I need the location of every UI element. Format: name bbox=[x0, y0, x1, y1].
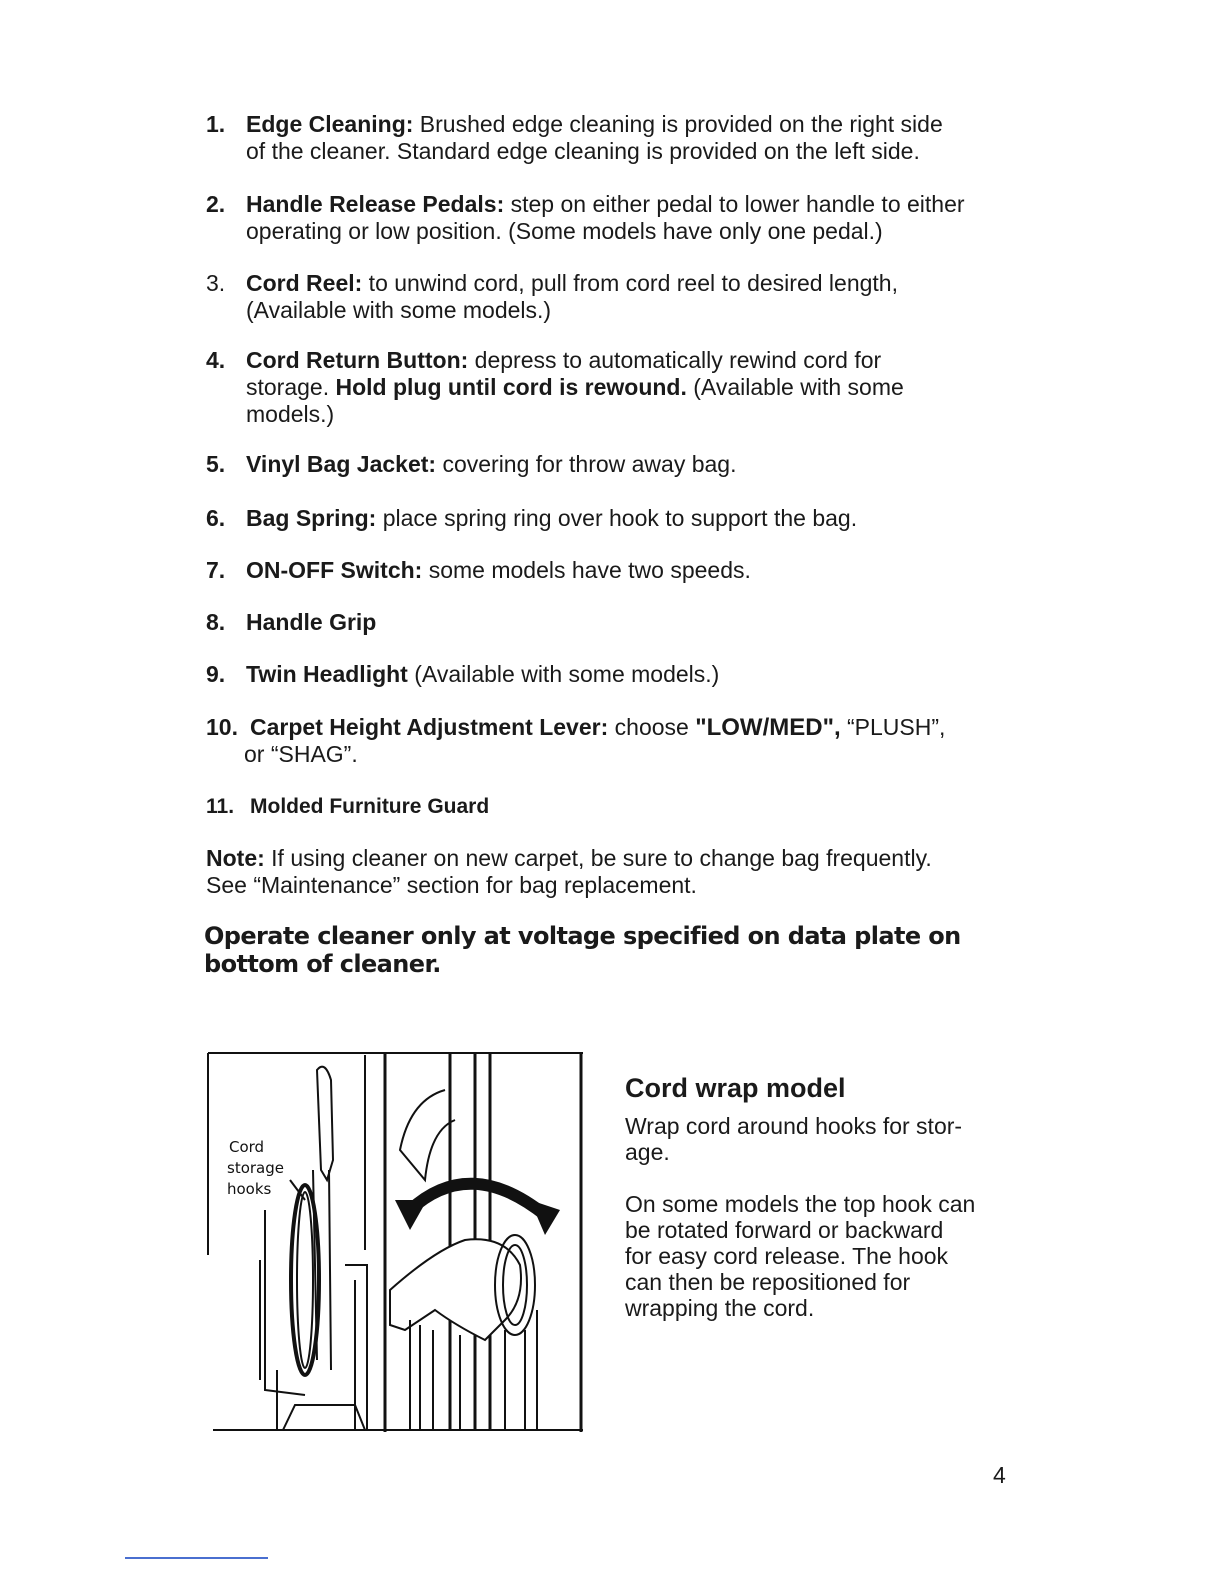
item-term: Handle Release Pedals: bbox=[246, 191, 505, 217]
figure-label-line3: hooks bbox=[227, 1180, 272, 1198]
note-text-2: See “Maintenance” section for bag replacement. bbox=[206, 872, 697, 898]
list-item-bag-spring bbox=[206, 505, 1026, 532]
item-number: 9. bbox=[206, 661, 226, 687]
cord-wrap-para1-line2: age. bbox=[625, 1139, 670, 1165]
item-term: Cord Return Button: bbox=[246, 347, 469, 373]
list-item-cord-return-button bbox=[206, 347, 1026, 428]
item-text: Brushed edge cleaning is provided on the right side bbox=[413, 111, 943, 137]
item-text-cont-b: (Available with some bbox=[686, 374, 904, 400]
item-number: 8. bbox=[206, 609, 226, 635]
voltage-warning: Operate cleaner only at voltage specified on data plate on bottom of cleaner. bbox=[204, 922, 961, 978]
item-term: ON-OFF Switch: bbox=[246, 557, 423, 583]
list-item-edge-cleaning bbox=[206, 111, 1026, 165]
cord-wrap-para2 bbox=[625, 1191, 1025, 1321]
cord-wrap-para2-line: wrapping the cord. bbox=[625, 1295, 815, 1321]
item-text-cont: of the cleaner. Standard edge cleaning is provided on the left side. bbox=[246, 138, 920, 164]
item-emphasis: Hold plug until cord is rewound. bbox=[335, 374, 687, 400]
item-text: depress to automatically rewind cord for bbox=[468, 347, 882, 373]
list-item-handle-release-pedals bbox=[206, 191, 1026, 245]
item-text: choose bbox=[608, 714, 696, 740]
cord-wrap-para2-line: On some models the top hook can bbox=[625, 1191, 976, 1217]
item-emphasis: "LOW/MED", bbox=[695, 714, 841, 741]
item-number: 1. bbox=[206, 111, 226, 137]
note-text: If using cleaner on new carpet, be sure to change bag frequently. bbox=[264, 845, 932, 871]
item-text: to unwind cord, pull from cord reel to desired length, bbox=[362, 270, 898, 296]
list-item-handle-grip bbox=[206, 609, 1026, 636]
item-text: step on either pedal to lower handle to either bbox=[504, 191, 965, 217]
item-text-b: “PLUSH”, bbox=[840, 714, 946, 740]
cord-wrap-para2-line: be rotated forward or backward bbox=[625, 1217, 944, 1243]
item-text-cont-2: models.) bbox=[246, 401, 335, 427]
list-item-twin-headlight bbox=[206, 661, 1026, 688]
item-number: 6. bbox=[206, 505, 226, 531]
page-number: 4 bbox=[993, 1462, 1006, 1488]
illustration-svg bbox=[205, 1050, 585, 1435]
item-term: Molded Furniture Guard bbox=[250, 795, 490, 818]
footer-rule bbox=[125, 1557, 268, 1559]
list-item-cord-reel bbox=[206, 270, 1026, 324]
item-term: Edge Cleaning: bbox=[246, 111, 414, 137]
list-item-molded-furniture-guard bbox=[206, 793, 1026, 820]
item-text-cont: (Available with some models.) bbox=[246, 297, 552, 323]
figure-label-line1: Cord bbox=[229, 1138, 265, 1156]
cord-wrap-para2-line: can then be repositioned for bbox=[625, 1269, 911, 1295]
item-term: Handle Grip bbox=[246, 609, 377, 635]
item-term: Bag Spring: bbox=[246, 505, 377, 531]
item-number: 5. bbox=[206, 451, 226, 477]
item-number: 11. bbox=[206, 795, 235, 818]
cord-wrap-para1 bbox=[625, 1113, 1025, 1165]
item-text: place spring ring over hook to support the bag. bbox=[376, 505, 858, 531]
item-text-cont: operating or low position. (Some models have only one pedal.) bbox=[246, 218, 883, 244]
note-label: Note: bbox=[206, 845, 265, 871]
list-item-on-off-switch bbox=[206, 557, 1026, 584]
item-number: 4. bbox=[206, 347, 226, 373]
item-number: 2. bbox=[206, 191, 226, 217]
item-number: 3. bbox=[206, 270, 226, 296]
figure-label-line2: storage bbox=[227, 1159, 284, 1177]
list-item-carpet-height-lever bbox=[206, 714, 1026, 768]
item-text: some models have two speeds. bbox=[422, 557, 751, 583]
cord-wrap-para1-line1: Wrap cord around hooks for stor- bbox=[625, 1113, 963, 1139]
cord-wrap-para2-line: for easy cord release. The hook bbox=[625, 1243, 949, 1269]
cord-wrap-title: Cord wrap model bbox=[625, 1073, 846, 1103]
item-term: Vinyl Bag Jacket: bbox=[246, 451, 437, 477]
item-term: Carpet Height Adjustment Lever: bbox=[250, 714, 609, 740]
item-text: (Available with some models.) bbox=[407, 661, 720, 687]
item-text-cont: or “SHAG”. bbox=[244, 741, 358, 767]
item-text: covering for throw away bag. bbox=[436, 451, 737, 477]
item-number: 10. bbox=[206, 714, 238, 740]
item-term: Cord Reel: bbox=[246, 270, 363, 296]
item-text-cont: storage. bbox=[246, 374, 336, 400]
item-term: Twin Headlight bbox=[246, 661, 408, 687]
item-number: 7. bbox=[206, 557, 226, 583]
list-item-vinyl-bag-jacket bbox=[206, 451, 1026, 478]
cord-storage-illustration bbox=[205, 1050, 585, 1435]
note-paragraph bbox=[206, 845, 1026, 899]
